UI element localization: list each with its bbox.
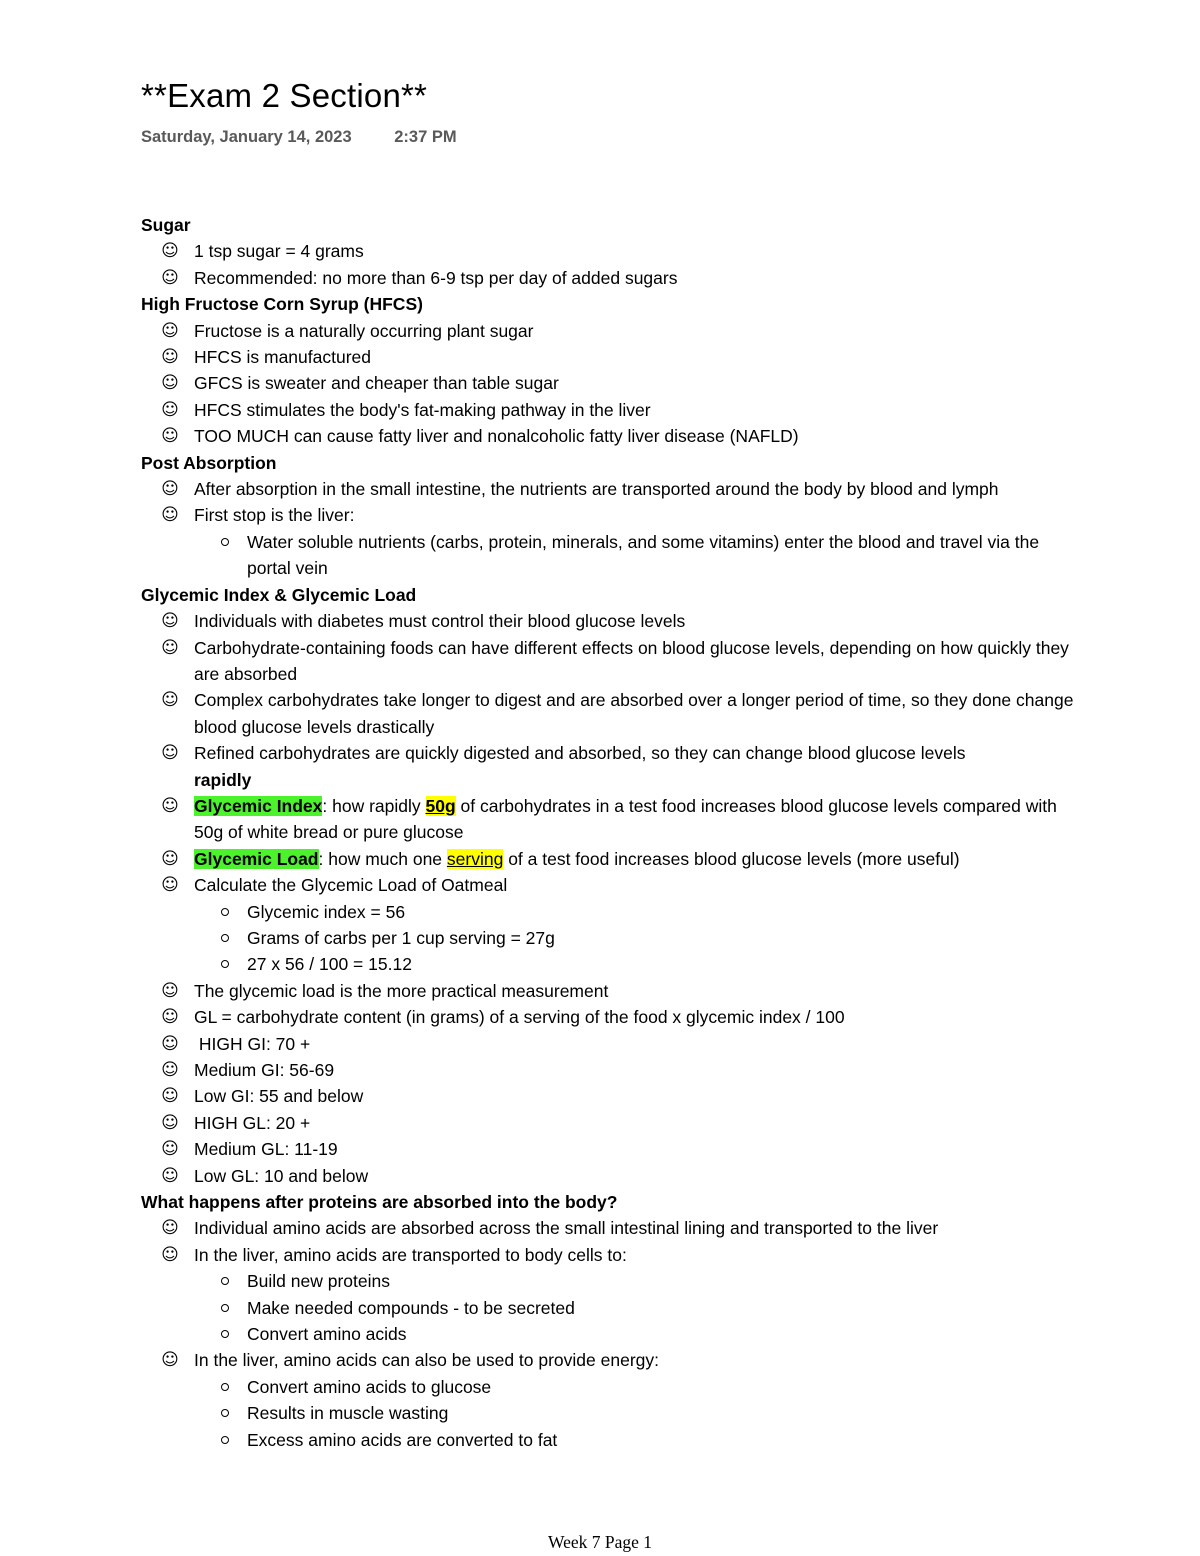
list-item: ☺ HIGH GI: 70 + <box>194 1031 1081 1057</box>
smiley-icon: ☺ <box>161 795 179 816</box>
smiley-icon: ☺ <box>161 373 179 394</box>
smiley-icon: ☺ <box>161 241 179 262</box>
list-item: ☺ Low GL: 10 and below <box>194 1163 1081 1189</box>
highlight-serving: serving <box>446 848 504 869</box>
smiley-icon: ☺ <box>161 1244 179 1265</box>
smiley-icon: ☺ <box>161 505 179 526</box>
list-item: ☺ Individual amino acids are absorbed across the small intestinal lining and transported to the liver <box>194 1215 1081 1241</box>
list-item: ☺ Complex carbohydrates take longer to digest and are absorbed over a longer period of time, so they done change blood glucose levels drastically <box>194 687 1081 740</box>
list-item: ☺ HFCS is manufactured <box>194 344 1081 370</box>
note-date: Saturday, January 14, 2023 <box>141 128 352 146</box>
list-item: ☺ GL = carbohydrate content (in grams) of a serving of the food x glycemic index / 100 <box>194 1004 1081 1030</box>
note-body <box>141 212 1081 1453</box>
section-heading: Sugar <box>141 215 191 235</box>
section-heading: Post Absorption <box>141 452 277 473</box>
list-item: ☺ In the liver, amino acids can also be used to provide energy: Convert amino acids to glucose Results in muscle wasting Excess amino acids are converted to fat <box>194 1347 1081 1453</box>
smiley-icon: ☺ <box>161 637 179 658</box>
smiley-icon: ☺ <box>161 743 179 764</box>
bullet-list <box>141 476 1081 582</box>
smiley-icon: ☺ <box>161 1060 179 1080</box>
smiley-icon: ☺ <box>161 1086 179 1107</box>
list-item: ☺ Medium GL: 11-19 <box>194 1136 1081 1162</box>
smiley-icon: ☺ <box>161 980 179 1001</box>
list-item: ☺ The glycemic load is the more practical measurement <box>194 978 1081 1004</box>
list-item: ☺ Carbohydrate-containing foods can have different effects on blood glucose levels, depending on how quickly they are absorbed <box>194 635 1081 688</box>
smiley-icon: ☺ <box>161 320 179 341</box>
list-item: ☺ After absorption in the small intestine, the nutrients are transported around the body by blood and lymph <box>194 476 1081 502</box>
list-item: ☺ Low GI: 55 and below <box>194 1083 1081 1109</box>
hollow-circle-icon <box>221 1383 229 1391</box>
list-item: ☺ Recommended: no more than 6-9 tsp per day of added sugars <box>194 265 1081 291</box>
sub-list-item: Convert amino acids <box>247 1321 1081 1347</box>
sub-list-item: Make needed compounds - to be secreted <box>247 1295 1081 1321</box>
sub-bullet-list <box>194 1268 1081 1347</box>
smiley-icon: ☺ <box>161 399 179 420</box>
bullet-list <box>141 238 1081 291</box>
sub-list-item: Build new proteins <box>247 1268 1081 1294</box>
list-item: ☺ Glycemic Index: how rapidly 50g of carbohydrates in a test food increases blood glucose levels compared with 50g of white bread or pure glucose <box>194 793 1081 846</box>
hollow-circle-icon <box>221 908 229 916</box>
smiley-icon: ☺ <box>161 347 179 368</box>
hollow-circle-icon <box>221 1304 229 1312</box>
smiley-icon: ☺ <box>161 690 179 711</box>
list-item: ☺ Glycemic Load: how much one serving of a test food increases blood glucose levels (more useful) <box>194 846 1081 872</box>
list-item: ☺ Calculate the Glycemic Load of Oatmeal Glycemic index = 56 Grams of carbs per 1 cup serving = 27g 27 x 56 / 100 = 15.12 <box>194 872 1081 978</box>
list-item: ☺ Fructose is a naturally occurring plant sugar <box>194 318 1081 344</box>
bullet-list <box>141 318 1081 450</box>
list-item: ☺ TOO MUCH can cause fatty liver and nonalcoholic fatty liver disease (NAFLD) <box>194 423 1081 449</box>
sub-list-item: Convert amino acids to glucose <box>247 1374 1081 1400</box>
bullet-list <box>141 608 1081 1189</box>
smiley-icon: ☺ <box>161 1165 179 1186</box>
page-title: **Exam 2 Section** <box>141 77 428 114</box>
list-item: ☺ HFCS stimulates the body's fat-making pathway in the liver <box>194 397 1081 423</box>
list-item: ☺ First stop is the liver: Water soluble nutrients (carbs, protein, minerals, and some vitamins) enter the blood and travel via the portal vein <box>194 502 1081 581</box>
sub-list-item: Excess amino acids are converted to fat <box>247 1427 1081 1453</box>
sub-list-item: 27 x 56 / 100 = 15.12 <box>247 951 1081 977</box>
smiley-icon: ☺ <box>161 875 179 896</box>
section-heading: What happens after proteins are absorbed into the body? <box>141 1192 618 1213</box>
list-item: ☺ Refined carbohydrates are quickly digested and absorbed, so they can change blood glucose levels rapidly <box>194 740 1081 793</box>
smiley-icon: ☺ <box>161 1139 179 1160</box>
sub-list-item: Results in muscle wasting <box>247 1400 1081 1426</box>
smiley-icon: ☺ <box>161 848 179 869</box>
list-item: ☺ HIGH GL: 20 + <box>194 1110 1081 1136</box>
note-timestamp <box>141 126 457 148</box>
smiley-icon: ☺ <box>161 479 179 500</box>
hollow-circle-icon <box>221 1436 229 1444</box>
smiley-icon: ☺ <box>161 1007 179 1028</box>
list-item: ☺ 1 tsp sugar = 4 grams <box>194 238 1081 264</box>
section-heading: High Fructose Corn Syrup (HFCS) <box>141 294 423 315</box>
glycemic-load-term: Glycemic Load <box>194 848 319 869</box>
smiley-icon: ☺ <box>161 1112 179 1133</box>
hollow-circle-icon <box>221 1277 229 1285</box>
list-item: ☺ In the liver, amino acids are transported to body cells to: Build new proteins Make needed compounds - to be secreted Convert amino acids <box>194 1242 1081 1348</box>
hollow-circle-icon <box>221 1330 229 1338</box>
glycemic-index-term: Glycemic Index <box>194 795 323 816</box>
list-item: ☺ Individuals with diabetes must control their blood glucose levels <box>194 608 1081 634</box>
highlight-50g: 50g <box>425 795 456 816</box>
page-footer: Week 7 Page 1 <box>547 1532 653 1552</box>
sub-list-item: Water soluble nutrients (carbs, protein, minerals, and some vitamins) enter the blood and travel via the portal vein <box>247 529 1081 582</box>
smiley-icon: ☺ <box>161 426 179 447</box>
smiley-icon: ☺ <box>161 1033 179 1054</box>
hollow-circle-icon <box>221 934 229 942</box>
section-heading: Glycemic Index & Glycemic Load <box>141 584 417 605</box>
note-time: 2:37 PM <box>394 128 457 146</box>
smiley-icon: ☺ <box>161 1350 179 1371</box>
smiley-icon: ☺ <box>161 611 179 632</box>
sub-bullet-list <box>194 529 1081 582</box>
sub-list-item: Grams of carbs per 1 cup serving = 27g <box>247 925 1081 951</box>
sub-list-item: Glycemic index = 56 <box>247 899 1081 925</box>
list-item: ☺ Medium GI: 56-69 <box>194 1057 1081 1083</box>
hollow-circle-icon <box>221 1409 229 1417</box>
smiley-icon: ☺ <box>161 267 179 288</box>
sub-bullet-list <box>194 899 1081 978</box>
bullet-list <box>141 1215 1081 1453</box>
list-item: ☺ GFCS is sweater and cheaper than table sugar <box>194 370 1081 396</box>
hollow-circle-icon <box>221 960 229 968</box>
smiley-icon: ☺ <box>161 1218 179 1239</box>
sub-bullet-list <box>194 1374 1081 1453</box>
hollow-circle-icon <box>221 538 229 546</box>
